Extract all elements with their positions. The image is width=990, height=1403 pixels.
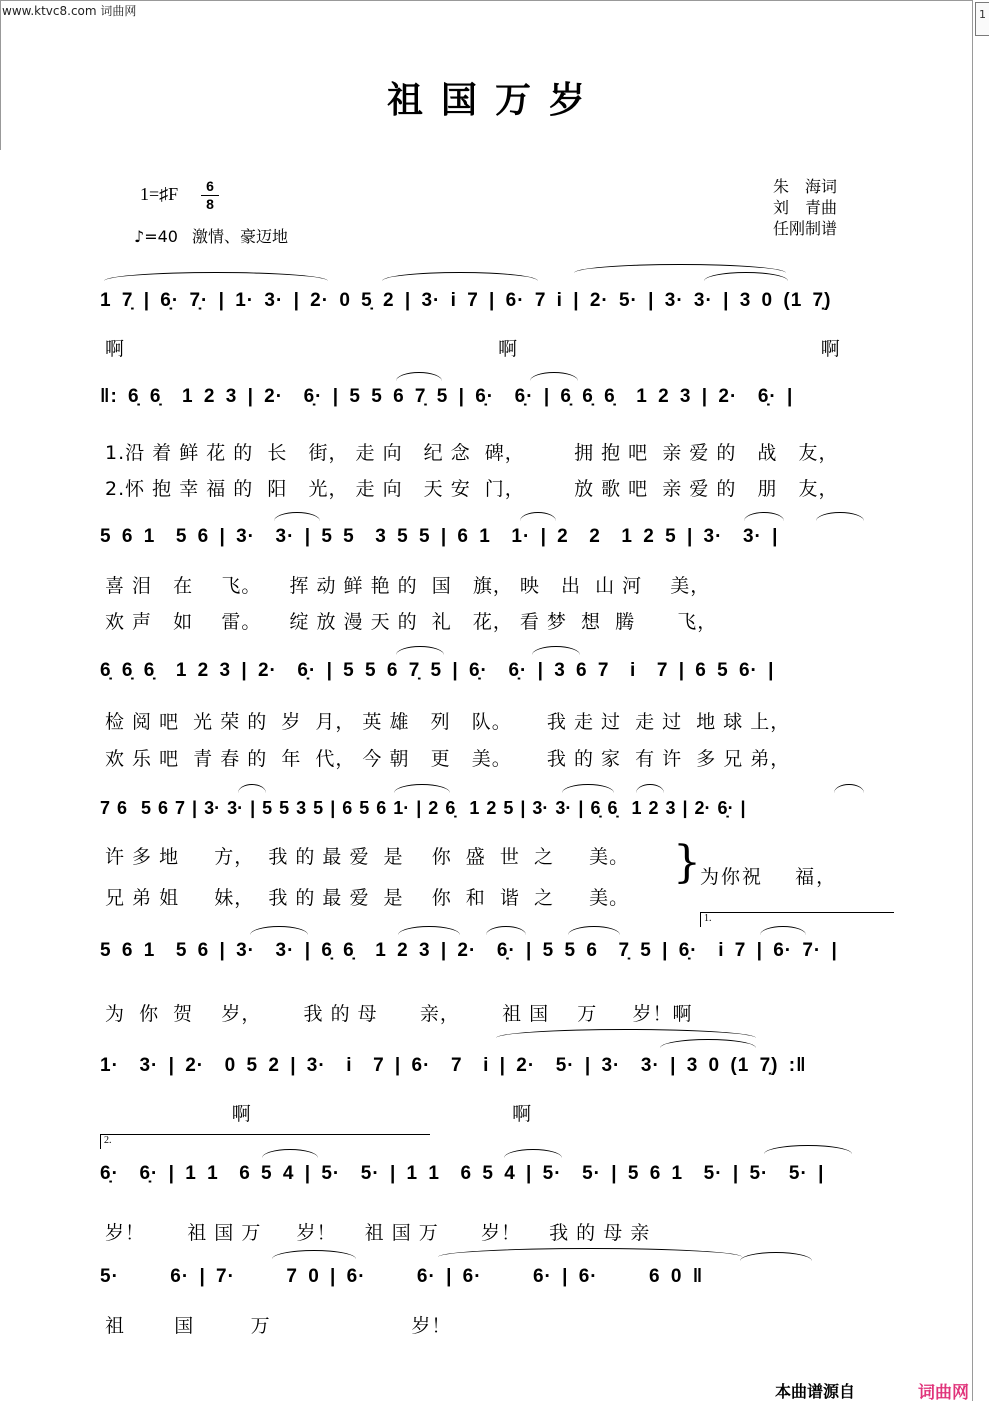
staff-line-4 <box>100 652 893 694</box>
tie <box>438 1248 742 1257</box>
slur <box>396 372 442 381</box>
composer-credit: 刘 青曲 <box>773 198 838 217</box>
time-signature <box>201 179 219 212</box>
lyricist-credit: 朱 海词 <box>773 177 838 196</box>
lyric-verse2-line2: 欢 声 如 雷。 绽 放 漫 天 的 礼 花， 看 梦 想 腾 飞， <box>105 611 718 633</box>
tie <box>816 512 864 521</box>
lyric-verse1-line2: 喜 泪 在 飞。 挥 动 鲜 艳 的 国 旗， 映 出 山 河 美， <box>105 575 711 597</box>
tie <box>532 646 580 655</box>
lyric-line-5: 为 你 贺 岁， 我 的 母 亲， 祖 国 万 岁！啊 <box>105 1003 693 1025</box>
tie <box>740 1252 812 1261</box>
tie <box>704 272 788 281</box>
tie <box>660 1039 756 1048</box>
lyric-line-8: 祖 国 万 岁！ <box>105 1315 452 1337</box>
tie <box>760 926 806 935</box>
slur <box>504 1149 562 1158</box>
notes-line-4: 6̣ 6̣ 6̣ 1 2 3 | 2· 6̣· | 5 5 6 7̣ 5 | 6̣· 6̣· | 3 6 7 i 7 | 6 5 6· | <box>100 660 775 681</box>
tie <box>764 1145 852 1154</box>
tie <box>238 784 266 793</box>
brace-icon: } <box>673 837 701 888</box>
slur <box>396 646 444 655</box>
slur <box>394 784 450 793</box>
lyric-line-7: 岁！ 祖 国 万 岁！ 祖 国 万 岁！ 我 的 母 亲 <box>105 1222 651 1244</box>
staff-line-2 <box>100 378 893 420</box>
slur <box>744 512 784 521</box>
corner-tab-label: 1 <box>979 8 986 21</box>
staff-line-1 <box>100 282 893 324</box>
lyric-line-1: 啊 啊 啊 <box>105 338 841 360</box>
page-frame-right <box>972 0 973 1401</box>
lyric-verse1-line1: 1.沿 着 鲜 花 的 长 街， 走 向 纪 念 碑， 拥 抱 吧 亲 爱 的 战 友， <box>105 442 839 464</box>
site-watermark: www.ktvc8.com 词曲网 <box>2 4 137 18</box>
slur <box>262 1149 318 1158</box>
slur <box>520 512 556 521</box>
notes-line-7: 1· 3· | 2· 0 5 2 | 3· i 7 | 6· 7 i | 2· 5· | 3· 3· | 3 0 (1 7̣) :‖ <box>100 1055 807 1076</box>
tie <box>834 784 864 793</box>
credits <box>773 176 837 239</box>
slur <box>562 784 614 793</box>
notes-line-8: 6̣· 6̣· | 1 1 6 5 4 | 5· 5· | 1 1 6 5 4 | 5· 5· | 5 6 1 5· | 5· 5· | <box>100 1163 825 1184</box>
staff-line-7 <box>100 1047 893 1089</box>
time-signature-top: 6 <box>206 178 214 194</box>
notes-line-9: 5· 6· | 7· 7 0 | 6· 6· | 6· 6· | 6· 6 0 ‖ <box>100 1266 704 1287</box>
staff-line-5 <box>100 790 893 832</box>
tempo-marking <box>134 224 288 247</box>
page-frame-top <box>0 0 972 1</box>
tempo-value: =40 <box>144 227 178 246</box>
notes-line-2: ‖: 6̣ 6̣ 1 2 3 | 2· 6̣· | 5 5 6 7̣ 5 | 6̣· 6̣· | 6̣ 6̣ 6̣ 1 2 3 | 2· 6̣· | <box>100 386 794 407</box>
lyric-verse1-line3: 检 阅 吧 光 荣 的 岁 月， 英 雄 列 队。 我 走 过 走 过 地 球 上， <box>105 711 791 733</box>
lyric-verse2-line3: 欢 乐 吧 青 春 的 年 代， 今 朝 更 美。 我 的 家 有 许 多 兄 弟， <box>105 748 791 770</box>
time-signature-bottom: 8 <box>206 196 214 212</box>
footer-site-logo[interactable]: 词曲网 <box>918 1383 969 1403</box>
staff-line-6 <box>100 932 893 974</box>
slur <box>398 926 460 935</box>
tie <box>250 926 308 935</box>
second-ending-label: 2. <box>104 1135 112 1146</box>
footer-source-text: 本曲谱源自 <box>775 1382 856 1401</box>
tie <box>530 372 578 381</box>
lyric-verse2-line1: 2.怀 抱 幸 福 的 阳 光， 走 向 天 安 门， 放 歌 吧 亲 爱 的 朋 友， <box>105 478 839 500</box>
tie <box>274 512 320 521</box>
tie <box>636 784 664 793</box>
lyric-line-6: 啊 啊 <box>105 1103 533 1125</box>
expression-text: 激情、豪迈地 <box>191 227 288 246</box>
lyric-verse2-line4: 兄 弟 姐 妹， 我 的 最 爱 是 你 和 谐 之 美。 <box>105 887 630 909</box>
arranger-credit: 任刚制谱 <box>773 219 838 238</box>
first-ending-label: 1. <box>704 913 712 924</box>
lyric-verse1-line4: 许 多 地 方， 我 的 最 爱 是 你 盛 世 之 美。 <box>105 846 630 868</box>
staff-line-8 <box>100 1155 893 1197</box>
slur <box>382 272 538 281</box>
tie <box>272 1250 356 1259</box>
slur <box>104 272 328 281</box>
slur <box>496 1029 756 1038</box>
slur <box>568 926 620 935</box>
notes-line-3: 5 6 1 5 6 | 3· 3· | 5 5 3 5 5 | 6 1 1· | 2 2 1 2 5 | 3· 3· | <box>100 526 779 547</box>
first-ending-bracket <box>700 912 894 927</box>
notes-line-1: 1 7̣ | 6̣· 7̣· | 1· 3· | 2· 0 5̣ 2 | 3· i 7 | 6· 7 i | 2· 5· | 3· 3· | 3 0 (1 7̣) <box>100 290 832 311</box>
staff-line-9 <box>100 1258 893 1300</box>
staff-line-3 <box>100 518 893 560</box>
second-ending-bracket <box>100 1134 430 1149</box>
song-title: 祖国万岁 <box>386 79 603 121</box>
tie <box>486 926 526 935</box>
notes-line-6: 5 6 1 5 6 | 3· 3· | 6̣ 6̣ 1 2 3 | 2· 6̣· | 5 5 6 7̣ 5 | 6̣· i 7 | 6· 7· | <box>100 940 838 961</box>
blessing-lyric: 为你祝 福， <box>700 866 838 888</box>
key-signature: 1=♯F <box>140 184 179 204</box>
notes-line-5: 7 6 5 6 7 | 3· 3· | 5 5 3 5 | 6 5 6 1· | 2 6̣ 1 2 5 | 3· 3· | 6̣ 6̣ 1 2 3 | 2· 6̣· | <box>100 798 746 818</box>
eighth-note-icon: ♪ <box>134 227 145 246</box>
